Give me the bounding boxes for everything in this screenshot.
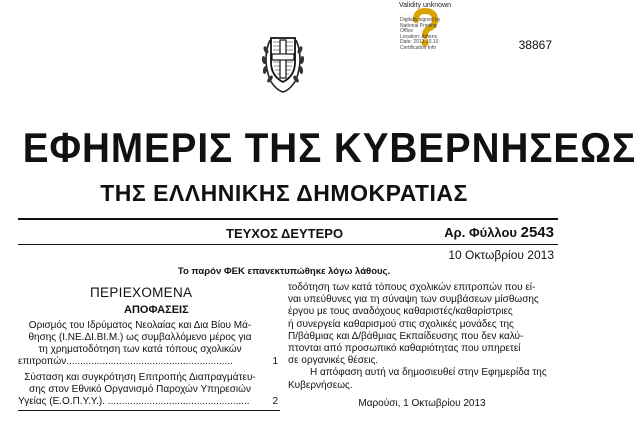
body-column xyxy=(288,282,556,410)
body-line: τοδότηση των κατά τόπους σχολικών επιτροπών που εί- xyxy=(288,282,536,293)
issue-date: 10 Οκτωβρίου 2013 xyxy=(448,248,554,262)
sheet-number xyxy=(444,224,554,241)
stamp-validity-text: Validity unknown xyxy=(399,2,452,9)
stamp-lines xyxy=(400,18,440,51)
page-number: 38867 xyxy=(518,38,552,52)
stamp-line: Office xyxy=(400,28,413,34)
contents-line: επιτροπών............................................................ xyxy=(18,356,233,367)
body-line: πτονται από προσωπικό καθαριότητας που υπηρετεί xyxy=(288,343,521,355)
gazette-subtitle: ΤΗΣ ΕΛΛΗΝΙΚΗΣ ΔΗΜΟΚΡΑΤΙΑΣ xyxy=(100,180,468,206)
stamp-line: Date: 2013.10.10 xyxy=(400,39,439,45)
contents-line: Ορισμός του Ιδρύματος Νεολαίας και Δια Βίου Μά- xyxy=(28,320,252,331)
issue-rule xyxy=(18,244,558,245)
publication-line: Κυβερνήσεως. xyxy=(288,379,353,391)
reprint-note: Το παρόν ΦΕΚ επανεκτυπώθηκε λόγω λάθους. xyxy=(177,266,391,277)
contents-bottom-rule xyxy=(18,410,280,411)
contents-page-ref: 1 xyxy=(272,356,278,367)
stamp-line: Certification Info xyxy=(400,44,437,51)
place-date: Μαρούσι, 1 Οκτωβρίου 2013 xyxy=(358,397,486,409)
body-line: Π/βάθμιας και Δ/βάθμιας Εκπαίδευσης που δεν καλύ- xyxy=(288,330,524,342)
contents-line: θησης (Ι.ΝΕ.ΔΙ.ΒΙ.Μ.) ως συμβαλλόμενο μέρος για xyxy=(28,332,252,343)
body-line: ή συνεργεία καθαρισμού στις σχολικές μονάδες της xyxy=(288,318,514,330)
contents-item xyxy=(18,320,278,368)
body-line: σε οργανικές θέσεις. xyxy=(288,355,379,367)
contents-line: τη χρηματοδότηση των κατά τόπους σχολικών xyxy=(38,344,242,355)
contents-line: Υγείας (Ε.Ο.Π.Υ.Υ.). ................................................... xyxy=(18,396,250,407)
stamp-line: National Printing xyxy=(400,22,437,29)
gazette-title: ΕΦΗΜΕΡΙΣ ΤΗΣ ΚΥΒΕΡΝΗΣΕΩΣ xyxy=(22,124,636,171)
sheet-label: Αρ. Φύλλου xyxy=(444,225,517,240)
signature-stamp xyxy=(396,2,460,56)
greek-emblem-icon xyxy=(256,28,310,96)
body-line: έργου με τους αναδόχους καθαριστές/καθαρίστριες xyxy=(288,306,513,318)
publication-line: Η απόφαση αυτή να δημοσιευθεί στην Εφημερίδα της xyxy=(310,367,547,379)
header-rule xyxy=(18,218,558,220)
sheet-number-value: 2543 xyxy=(520,224,554,241)
body-line: ναι υπεύθυνες για τη σύναψη των συμβάσεων μίσθωσης xyxy=(288,294,539,306)
stamp-line: Location: Athens xyxy=(400,33,437,40)
decisions-heading: ΑΠΟΦΑΣΕΙΣ xyxy=(124,304,189,316)
contents-item xyxy=(18,372,278,408)
contents-line: σης στον Εθνικό Οργανισμό Παροχών Υπηρεσιών xyxy=(29,384,251,395)
contents-line: Σύσταση και συγκρότηση Επιτροπής Διαπραγμάτευ- xyxy=(24,372,256,383)
contents-heading: ΠΕΡΙΕΧΟΜΕΝΑ xyxy=(90,285,193,300)
stamp-line: Digitally signed by xyxy=(400,17,441,23)
contents-page-ref: 2 xyxy=(272,396,278,407)
issue-label: ΤΕΥΧΟΣ ΔΕΥΤΕΡΟ xyxy=(226,226,344,241)
